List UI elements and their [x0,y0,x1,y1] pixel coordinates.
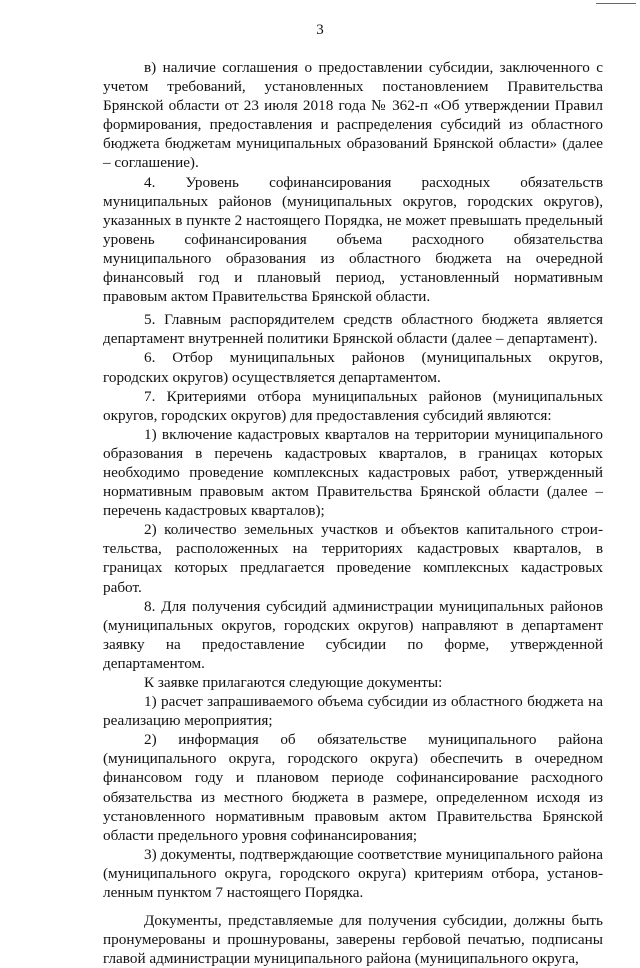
paragraph-attachments-intro: К заявке прилагаются следующие документы: [144,674,443,691]
paragraph-agreement: в) наличие соглашения о предоставлении субсидии, заключенного с учетом требований, установленных постановлением Правительства Брянской области от 23 июля 2018 года № 362-п «Об утверждении Правил формирования, предоставления и распределения субсидий из областного бюджета бюджетам муниципальных образований Брянской области» (далее – соглашение). [103,59,603,172]
document-body [103,58,603,968]
scan-corner-mark [596,3,636,7]
paragraph-clause-5: 5. Главным распорядителем средств областного бюджета является департамент внутренней политики Брянской области (далее – департамент). [103,311,603,348]
paragraph-clause-4: 4. Уровень софинансирования расходных обязательств муниципальных районов (муниципальных округов, городских округов), указанных в пункте 2 настоящего Порядка, не может превышать предельный уровень софинансирования объема расходного обязательства муниципального образования из областного бюджета на очередной финансовый год и плановый период, установленный нормативным правовым актом Правительства Брянской области. [103,173,603,306]
paragraph-criterion-2: 2) количество земельных участков и объектов капитального строительства, расположенных на территориях кадастровых кварталов, в границах которых предлагается проведение комплексных кадастровых работ. [103,521,603,596]
paragraph-clause-6: 6. Отбор муниципальных районов (муниципальных округов, городских округов) осуществляется департаментом. [103,349,603,386]
paragraph-criterion-1: 1) включение кадастровых кварталов на территории муниципального образования в перечень кадастровых кварталов, в границах которых необходимо проведение комплексных кадастровых работ, утвержденный нормативным правовым актом Правительства Брянской области (далее – перечень кадастровых кварталов); [103,425,603,520]
paragraph-clause-7: 7. Критериями отбора муниципальных районов (муниципальных округов, городских округов) для предоставления субсидий являются: [103,387,603,424]
paragraph-document-2: 2) информация об обязательстве муниципального района (муниципального округа, городского округа) обеспечить в очередном финансовом году и плановом периоде софинансирование расходного обязательства из местного бюджета в размере, определенном исходя из установленного нормативным правовым актом Правительства Брянской области предельного уровня софинансирования; [103,731,603,844]
paragraph-document-1: 1) расчет запрашиваемого объема субсидии из областного бюджета на реализацию мероприятия; [103,693,603,730]
paragraph-clause-8: 8. Для получения субсидий администрации муниципальных районов (муниципальных округов, городских округов) направляют в департамент заявку на предоставление субсидии по форме, утвержденной департаментом. [103,597,603,672]
page-number: 3 [316,22,324,38]
paragraph-document-3: 3) документы, подтверждающие соответствие муниципального района (муниципального округа, городского округа) критериям отбора, установленным пунктом 7 настоящего Порядка. [103,845,603,902]
paragraph-documents-requirements: Документы, представляемые для получения субсидии, должны быть пронумерованы и прошнурованы, заверены гербовой печатью, подписаны главой администрации муниципального района (муниципального округа, [103,912,603,968]
